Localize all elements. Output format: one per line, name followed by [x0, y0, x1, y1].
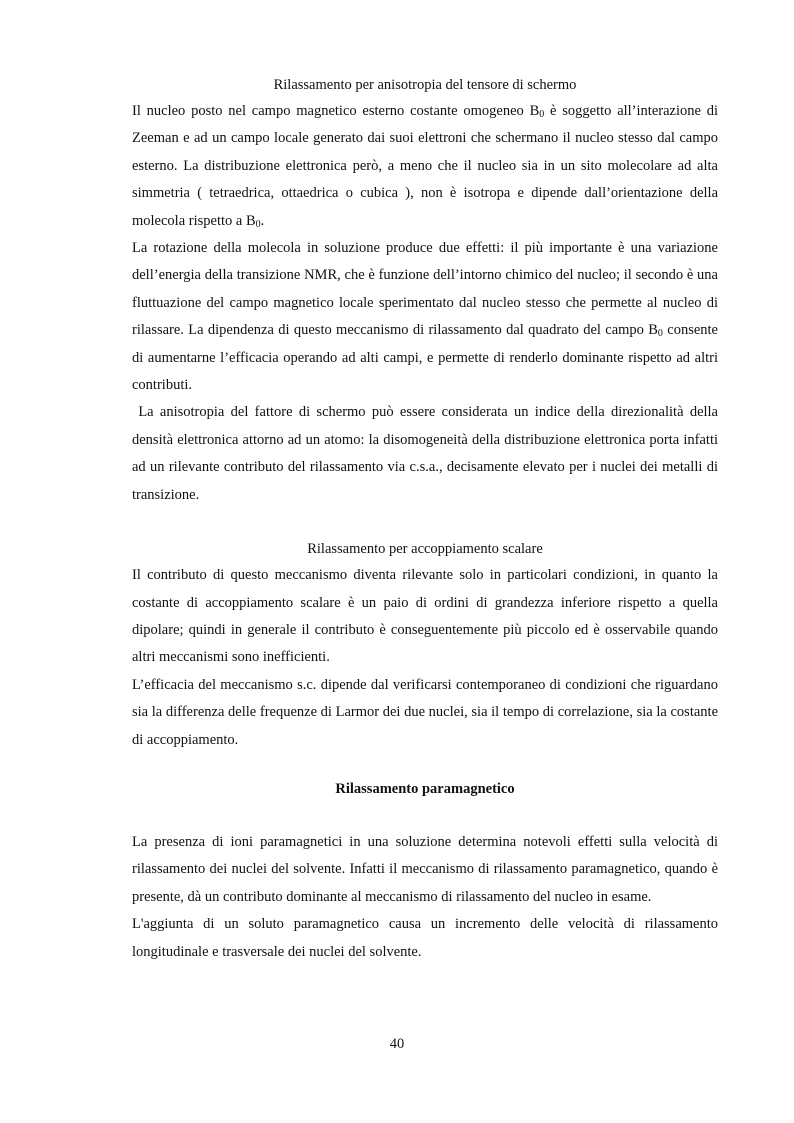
paragraph-paramagnetico-1: La presenza di ioni paramagnetici in una soluzione determina notevoli effetti sulla velocità di rilassamento dei nuclei del solvente. Infatti il meccanismo di rilassamento paramagnetico, quando è presente, dà un contributo dominante al meccanismo di rilassamento del nucleo in esame. [132, 833, 718, 905]
paragraph-anisotropia-3: La anisotropia del fattore di schermo può essere considerata un indice della direzionalità della densità elettronica attorno ad un atomo: la disomogeneità della distribuzione elettronica porta infatti ad un rilevante contributo del rilassamento via c.s.a., decisamente elevato per i nuclei dei metalli di transizione. [132, 404, 722, 503]
section-heading-accoppiamento: Rilassamento per accoppiamento scalare [307, 541, 543, 558]
section-heading-anisotropia: Rilassamento per anisotropia del tensore di schermo [273, 77, 577, 93]
document-page [132, 72, 722, 966]
paragraph-accoppiamento-2: L’efficacia del meccanismo s.c. dipende dal verificarsi contemporaneo di condizioni che riguardano sia la differenza delle frequenze di Larmor dei due nuclei, sia il tempo di correlazione, sia la costante di accoppiamento. [132, 676, 718, 748]
paragraph-anisotropia-2: La rotazione della molecola in soluzione produce due effetti: il più importante è una variazione dell’energia della transizione NMR, che è funzione dell’intorno chimico del nucleo; il secondo è una fluttuazione del campo magnetico locale sperimentato dal nucleo stesso che permette al nucleo di rilassare. La dipendenza di questo meccanismo di rilassamento dal quadrato del campo $B_0$ consente di aumentarne l’efficacia operando ad alti campi, e permette di renderlo dominante rispetto ad altri contributi. [132, 240, 718, 394]
page-number: 40 [389, 1036, 405, 1052]
paragraph-anisotropia-1: Il nucleo posto nel campo magnetico esterno costante omogeneo $B_0$ è soggetto all’interazione di Zeeman e ad un campo locale generato dai suoi elettroni che schermano il nucleo stesso dal campo esterno. La distribuzione elettronica però, a meno che il nucleo sia in un sito molecolare ad alta simmetria ( tetraedrica, ottaedrica o cubica ), non è isotropa e dipende dall’orientazione della molecola rispetto a $B_0$. [132, 103, 718, 230]
paragraph-accoppiamento-1: Il contributo di questo meccanismo diventa rilevante solo in particolari condizioni, in quanto la costante di accoppiamento scalare è un paio di ordini di grandezza inferiore rispetto a quella dipolare; quindi in generale il contributo è conseguentemente più piccolo ed è osservabile quando altri meccanismi sono inefficienti. [132, 567, 718, 666]
paragraph-paramagnetico-2: L'aggiunta di un soluto paramagnetico causa un incremento delle velocità di rilassamento longitudinale e trasversale dei nuclei del solvente. [132, 916, 718, 960]
section-heading-paramagnetico: Rilassamento paramagnetico [335, 780, 515, 797]
